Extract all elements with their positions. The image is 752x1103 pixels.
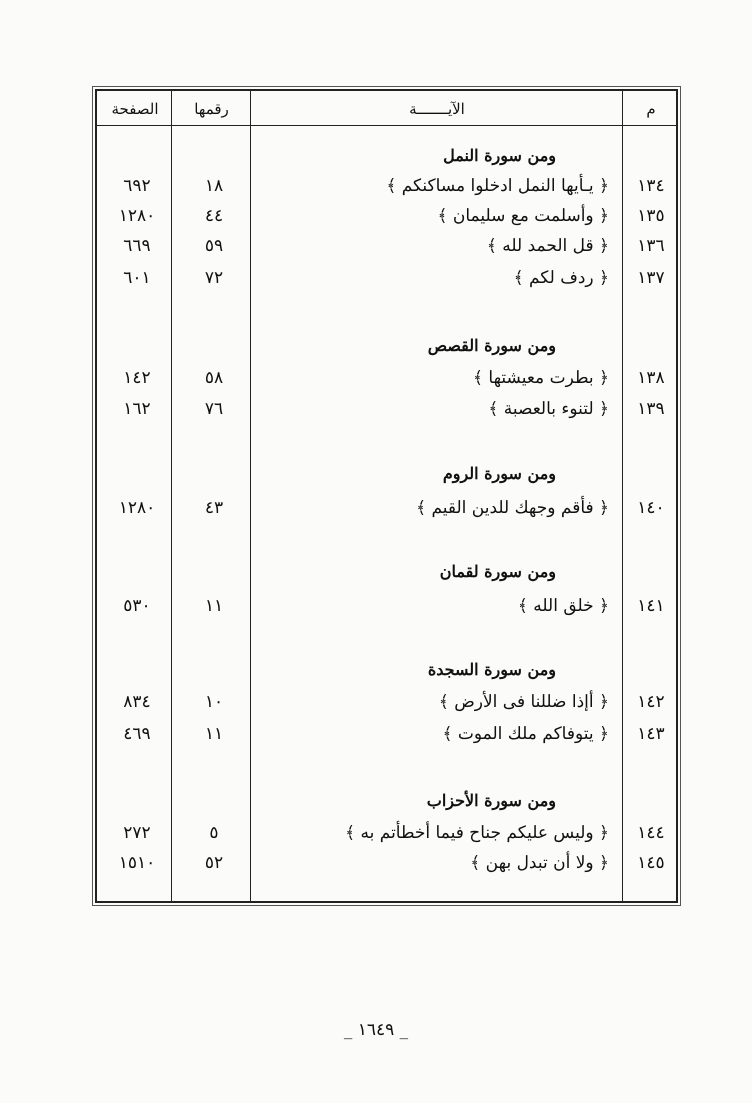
- table-row: [97, 818, 676, 848]
- header-num: م: [646, 100, 656, 118]
- entry-number: ١٤٢: [637, 692, 665, 712]
- page-reference: ١٢٨٠: [118, 206, 156, 226]
- verse-number: ١٠: [204, 692, 224, 712]
- verse-number: ٥٩: [204, 236, 224, 256]
- page-reference: ٦٠١: [123, 268, 151, 288]
- verse-number: ٤٤: [204, 206, 224, 226]
- ayah-text: ﴿ قل الحمد لله ﴾: [486, 236, 609, 256]
- surah-title: ومن سورة الروم: [442, 464, 556, 483]
- page-reference: ١٦٢: [123, 399, 151, 419]
- entry-number: ١٣٦: [637, 236, 665, 256]
- table-row: [97, 719, 676, 749]
- header-divider: [97, 125, 676, 126]
- entry-number: ١٤٤: [637, 823, 665, 843]
- verse-number: ١١: [204, 724, 224, 744]
- surah-heading: [97, 655, 676, 685]
- header-ayah: الآيـــــــة: [409, 100, 465, 118]
- verse-number: ٥٨: [204, 368, 224, 388]
- header-verse-number: رقمها: [194, 100, 229, 118]
- page-reference: ٥٣٠: [123, 596, 151, 616]
- verse-number: ٤٣: [204, 498, 224, 518]
- table-row: [97, 394, 676, 424]
- table-row: [97, 848, 676, 878]
- entry-number: ١٣٨: [637, 368, 665, 388]
- ayah-text: ﴿ يـأيها النمل ادخلوا مساكنكم ﴾: [386, 176, 609, 196]
- entry-number: ١٤٣: [637, 724, 665, 744]
- table-row: [97, 263, 676, 293]
- surah-title: ومن سورة السجدة: [427, 660, 556, 679]
- ayah-text: ﴿ وليس عليكم جناح فيما أخطأتم به ﴾: [345, 823, 609, 843]
- entry-number: ١٤٥: [637, 853, 665, 873]
- verse-number: ١١: [204, 596, 224, 616]
- ayah-text: ﴿ ولا أن تبدل بهن ﴾: [470, 853, 609, 873]
- table-row: [97, 231, 676, 261]
- surah-title: ومن سورة لقمان: [439, 562, 556, 581]
- ayah-text: ﴿ ردف لكم ﴾: [513, 268, 609, 288]
- ayah-text: ﴿ لتنوء بالعصبة ﴾: [488, 399, 609, 419]
- verse-number: ٧٢: [204, 268, 224, 288]
- table-row: [97, 363, 676, 393]
- ayah-text: ﴿ خلق الله ﴾: [517, 596, 609, 616]
- entry-number: ١٣٧: [637, 268, 665, 288]
- page-reference: ٦٩٢: [123, 176, 151, 196]
- surah-title: ومن سورة الأحزاب: [426, 791, 556, 810]
- page-reference: ١٤٢: [123, 368, 151, 388]
- page-number: _ ١٦٤٩ _: [343, 1020, 409, 1040]
- ayah-text: ﴿ يتوفاكم ملك الموت ﴾: [442, 724, 609, 744]
- page-reference: ٢٧٢: [123, 823, 151, 843]
- ayah-text: ﴿ وأسلمت مع سليمان ﴾: [437, 206, 609, 226]
- page-reference: ٦٦٩: [123, 236, 151, 256]
- surah-title: ومن سورة النمل: [443, 146, 556, 165]
- ayah-text: ﴿ أإذا ضللنا فى الأرض ﴾: [438, 692, 609, 712]
- table-row: [97, 171, 676, 201]
- table-row: [97, 201, 676, 231]
- surah-heading: [97, 141, 676, 171]
- surah-heading: [97, 331, 676, 361]
- entry-number: ١٤١: [637, 596, 665, 616]
- verse-number: ٥٢: [204, 853, 224, 873]
- entry-number: ١٤٠: [637, 498, 665, 518]
- surah-heading: [97, 557, 676, 587]
- table-row: [97, 687, 676, 717]
- surah-title: ومن سورة القصص: [427, 336, 556, 355]
- ayah-text: ﴿ بطرت معيشتها ﴾: [473, 368, 609, 388]
- page-reference: ١٢٨٠: [118, 498, 156, 518]
- table-row: [97, 591, 676, 621]
- surah-heading: [97, 786, 676, 816]
- page-reference: ٨٣٤: [123, 692, 151, 712]
- verse-number: ٥: [209, 823, 219, 843]
- page-reference: ١٥١٠: [118, 853, 156, 873]
- entry-number: ١٣٤: [637, 176, 665, 196]
- entry-number: ١٣٥: [637, 206, 665, 226]
- verse-number: ٧٦: [204, 399, 224, 419]
- entry-number: ١٣٩: [637, 399, 665, 419]
- index-table: [95, 89, 678, 903]
- verse-number: ١٨: [204, 176, 224, 196]
- ayah-text: ﴿ فأقم وجهك للدين القيم ﴾: [416, 498, 609, 518]
- header-page: الصفحة: [111, 100, 159, 118]
- page-reference: ٤٦٩: [123, 724, 151, 744]
- table-row: [97, 493, 676, 523]
- surah-heading: [97, 459, 676, 489]
